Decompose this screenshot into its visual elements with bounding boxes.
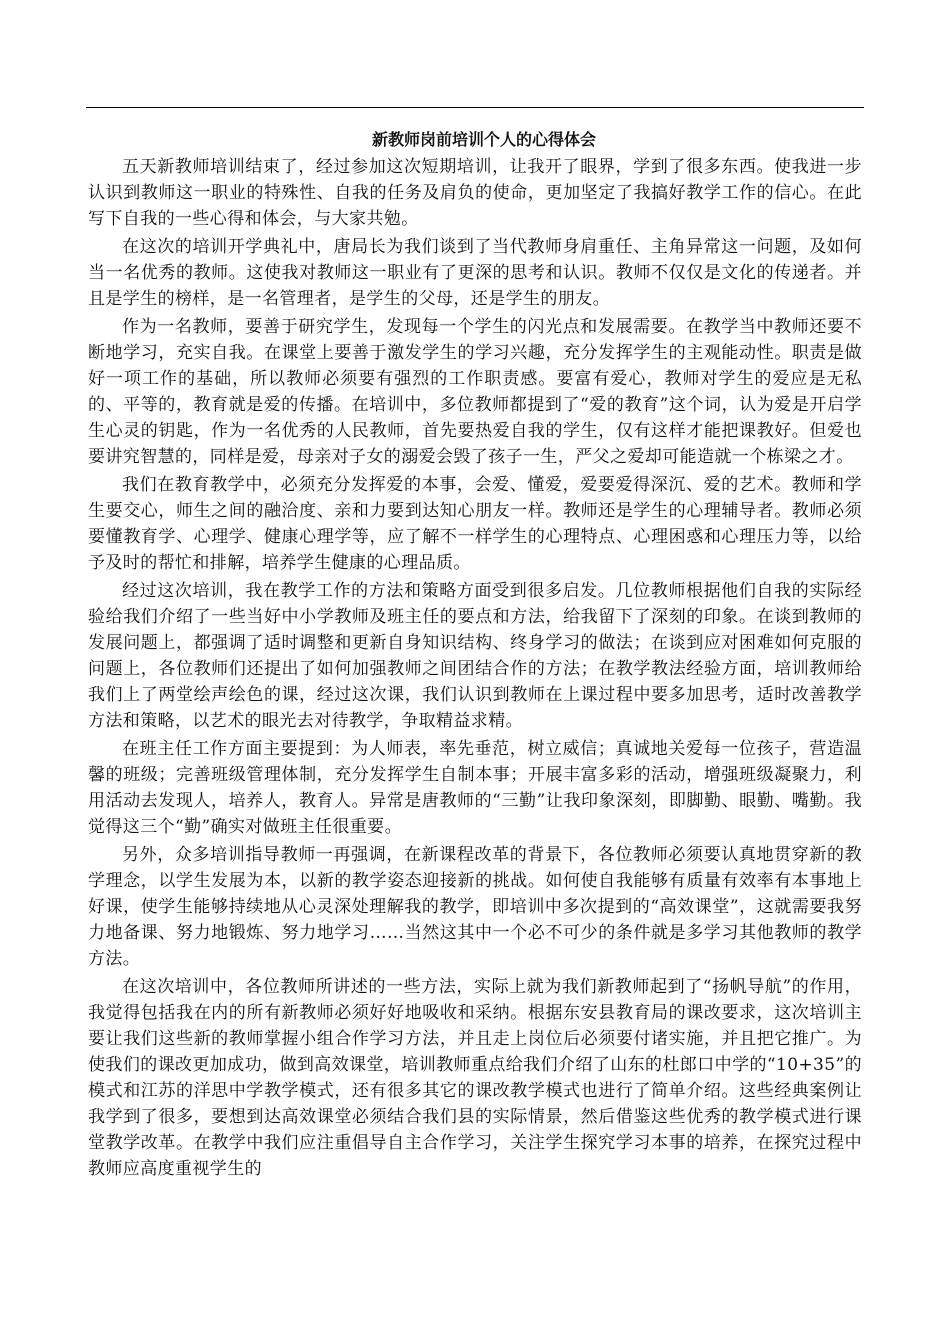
paragraph-7: 另外，众多培训指导教师一再强调，在新课程改革的背景下，各位教师必须要认真地贯穿新的教学理念，以学生发展为本，以新的教学姿态迎接新的挑战。如何使自我能够有质量有效率有本事地上好课，使学生能够持续地从心灵深处理解我的教学，即培训中多次提到的“高效课堂”，这就需要我努力地备课、努力地锻炼、努力地学习……当然这其中一个必不可少的条件就是多学习其他教师的教学方法。: [88, 845, 862, 969]
paragraph-6: 在班主任工作方面主要提到：为人师表，率先垂范，树立威信；真诚地关爱每一位孩子，营造温馨的班级；完善班级管理体制，充分发挥学生自制本事；开展丰富多彩的活动，增强班级凝聚力，利用活动去发现人，培养人，教育人。异常是唐教师的“三勤”让我印象深刻，即脚勤、眼勤、嘴勤。我觉得这三个“勤”确实对做班主任很重要。: [88, 739, 862, 837]
paragraph-2: 在这次的培训开学典礼中，唐局长为我们谈到了当代教师身肩重任、主角异常这一问题，及如何当一名优秀的教师。这使我对教师这一职业有了更深的思考和认识。教师不仅仅是文化的传递者。并且是学生的榜样，是一名管理者，是学生的父母，还是学生的朋友。: [88, 237, 862, 309]
paragraph-5: 经过这次培训，我在教学工作的方法和策略方面受到很多启发。几位教师根据他们自我的实际经验给我们介绍了一些当好中小学教师及班主任的要点和方法，给我留下了深刻的印象。在谈到教师的发展问题上，都强调了适时调整和更新自身知识结构、终身学习的做法；在谈到应对困难如何克服的问题上，各位教师们还提出了如何加强教师之间团结合作的方法；在教学教法经验方面，培训教师给我们上了两堂绘声绘色的课，经过这次课，我们认识到教师在上课过程中要多加思考，适时改善教学方法和策略，以艺术的眼光去对待教学，争取精益求精。: [88, 581, 862, 731]
header-rule: [86, 107, 864, 108]
paragraph-4: 我们在教育教学中，必须充分发挥爱的本事，会爱、懂爱，爱要爱得深沉、爱的艺术。教师和学生要交心，师生之间的融洽度、亲和力要到达知心朋友一样。教师还是学生的心理辅导者。教师必须要懂教育学、心理学、健康心理学等，应了解不一样学生的心理特点、心理困惑和心理压力等，以给予及时的帮忙和排解，培养学生健康的心理品质。: [88, 475, 862, 573]
paragraph-3: 作为一名教师，要善于研究学生，发现每一个学生的闪光点和发展需要。在教学当中教师还要不断地学习，充实自我。在课堂上要善于激发学生的学习兴趣，充分发挥学生的主观能动性。职责是做好一项工作的基础，所以教师必须要有强烈的工作职责感。要富有爱心，教师对学生的爱应是无私的、平等的，教育就是爱的传播。在培训中，多位教师都提到了“爱的教育”这个词，认为爱是开启学生心灵的钥匙，作为一名优秀的人民教师，首先要热爱自我的学生，仅有这样才能把课教好。但爱也要讲究智慧的，同样是爱，母亲对子女的溺爱会毁了孩子一生，严父之爱却可能造就一个栋梁之才。: [88, 317, 862, 467]
document-body: [88, 127, 862, 1184]
paragraph-8: 在这次培训中，各位教师所讲述的一些方法，实际上就为我们新教师起到了“扬帆导航”的作用，我觉得包括我在内的所有新教师必须好好地吸收和采纳。根据东安县教育局的课改要求，这次培训主要让我们这些新的教师掌握小组合作学习方法，并且走上岗位后必须要付诸实施，并且把它推广。为使我们的课改更加成功，做到高效课堂，培训教师重点给我们介绍了山东的杜郎口中学的“10+35”的模式和江苏的洋思中学教学模式，还有很多其它的课改教学模式也进行了简单介绍。这些经典案例让我学到了很多，要想到达高效课堂必须结合我们县的实际情景，然后借鉴这些优秀的教学模式进行课堂教学改革。在教学中我们应注重倡导自主合作学习，关注学生探究学习本事的培养，在探究过程中教师应高度重视学生的: [88, 977, 862, 1179]
paragraph-1: 五天新教师培训结束了，经过参加这次短期培训，让我开了眼界，学到了很多东西。使我进一步认识到教师这一职业的特殊性、自我的任务及肩负的使命，更加坚定了我搞好教学工作的信心。在此写下自我的一些心得和体会，与大家共勉。: [88, 157, 862, 229]
document-title: 新教师岗前培训个人的心得体会: [371, 130, 596, 149]
